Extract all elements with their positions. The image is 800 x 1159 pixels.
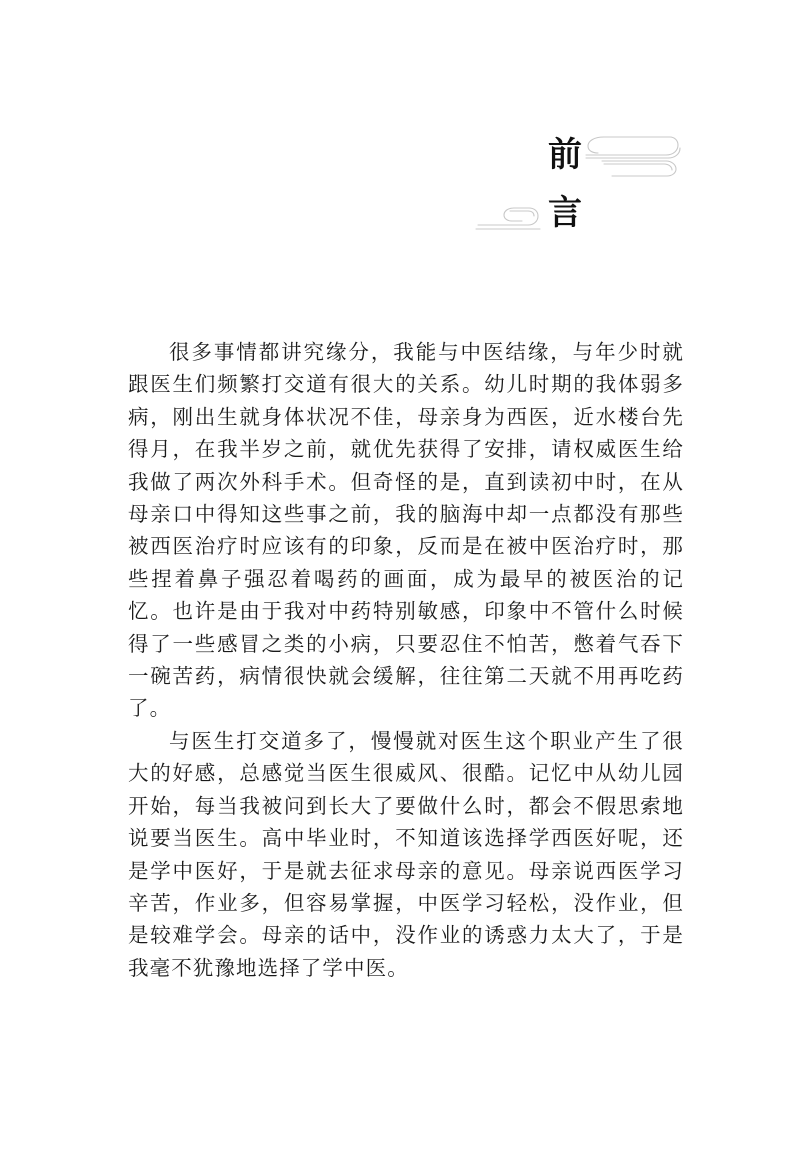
title-char-first: 前 bbox=[548, 135, 582, 175]
preface-body bbox=[128, 336, 684, 984]
paragraph-2: 与医生打交道多了，慢慢就对医生这个职业产生了很大的好感，总感觉当医生很威风、很酷。记忆中从幼儿园开始，每当我被问到长大了要做什么时，都会不假思索地说要当医生。高中毕业时，不知道该选择学西医好呢，还是学中医好，于是就去征求母亲的意见。母亲说西医学习辛苦，作业多，但容易掌握，中医学习轻松，没作业，但是较难学会。母亲的话中，没作业的诱惑力太大了，于是我毫不犹豫地选择了学中医。 bbox=[128, 728, 684, 980]
paragraph-1: 很多事情都讲究缘分，我能与中医结缘，与年少时就跟医生们频繁打交道有很大的关系。幼儿时期的我体弱多病，刚出生就身体状况不佳，母亲身为西医，近水楼台先得月，在我半岁之前，就优先获得了安排，请权威医生给我做了两次外科手术。但奇怪的是，直到读初中时，在从母亲口中得知这些事之前，我的脑海中却一点都没有那些被西医治疗时应该有的印象，反而是在被中医治疗时，那些捏着鼻子强忍着喝药的画面，成为最早的被医治的记忆。也许是由于我对中药特别敏感，印象中不管什么时候得了一些感冒之类的小病，只要忍住不怕苦，憋着气吞下一碗苦药，病情很快就会缓解，往往第二天就不用再吃药了。 bbox=[128, 340, 684, 721]
cloud-ornament-right-icon bbox=[582, 134, 682, 180]
title-char-second: 言 bbox=[548, 193, 582, 233]
cloud-ornament-left-icon bbox=[470, 200, 544, 232]
